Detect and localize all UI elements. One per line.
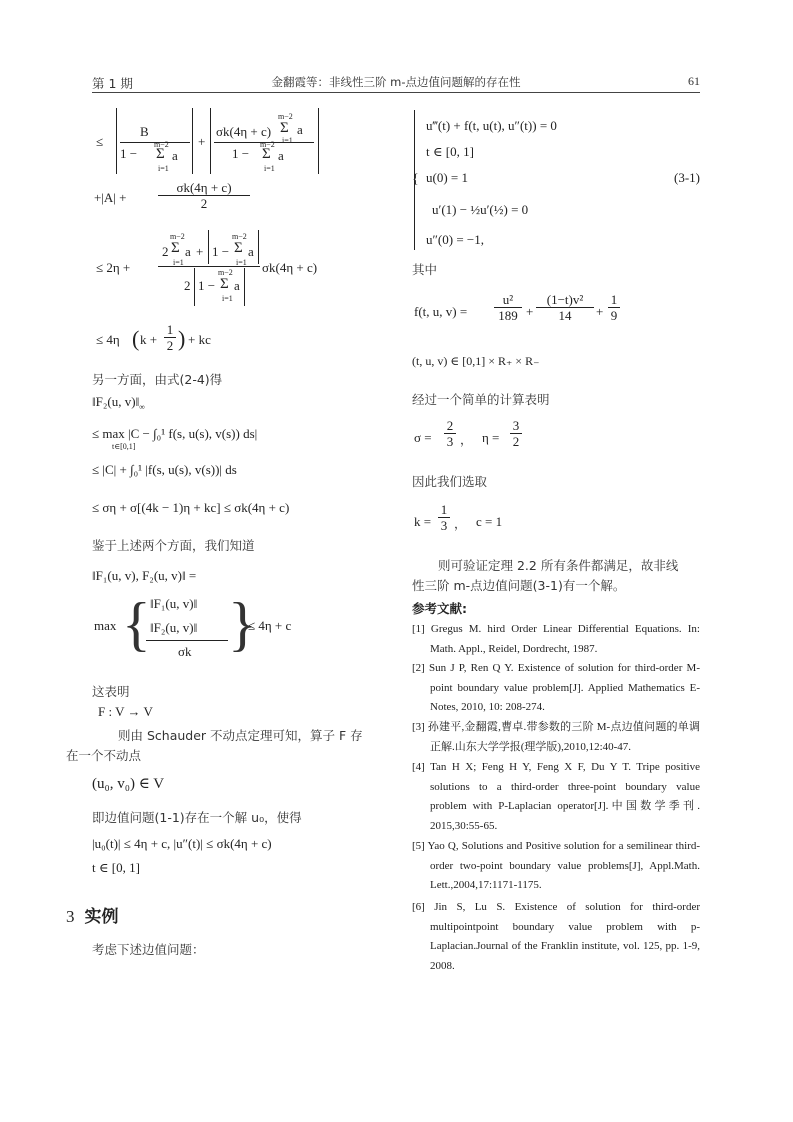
running-title: 金翻霞等：非线性三阶 m-点边值问题解的存在性 bbox=[271, 75, 521, 89]
reference-item-6: [6] Jin S, Lu S. Existence of solution for third-order multipointpoint boundary value problem with p-Laplacian.Journal of the Franklin institute, vol. 125, pp. 1-9, 2008. bbox=[412, 901, 700, 972]
reference-item-5: [5] Yao Q, Solutions and Positive solution for a semilinear third-order two-point boundary value problems[J], Appl.Math. Lett.,2004,17:1171-1175. bbox=[412, 840, 700, 891]
equation-sigma: ≤ ση + σ[(4k − 1)η + kc] ≤ σk(4η + c) bbox=[92, 500, 290, 515]
reference-item-1: [1] Gregus M. hird Order Linear Differential Equations. In: Math. Appl., Reidel, Dordrecht, 1987. bbox=[412, 623, 700, 655]
equation-fixed-point: (u₀, v₀) ∈ V bbox=[92, 776, 165, 792]
bvp-system: { u‴(t) + f(t, u(t), u″(t)) = 0 t ∈ [0, 1] u(0) = 1 u′(1) − ½u′(½) = 0 u″(0) = −1, (3-1) bbox=[412, 110, 700, 250]
equation-max: ≤ max |C − ∫₀¹ f(s, u(s), v(s)) ds| bbox=[92, 426, 258, 441]
section-heading: 3 实例 bbox=[66, 907, 119, 927]
reference-item-3: [3] 孙建平,金翻霞,曹卓.带参数的三阶 M-点边值问题的单调正解.山东大学学报(理学版),2010,12:40-47. bbox=[412, 721, 700, 753]
text-verify-2: 性三阶 m-点边值问题(3-1)有一个解。 bbox=[412, 578, 626, 593]
text-choose: 因此我们选取 bbox=[412, 474, 488, 489]
page-number: 61 bbox=[688, 74, 700, 88]
reference-item-2: [2] Sun J P, Ren Q Y. Existence of solution for third-order M-point boundary value problem[J]. Applied Mathematics E-Notes, 2010, 10: 208-274. bbox=[412, 662, 700, 713]
text-this-shows: 这表明 bbox=[92, 684, 130, 699]
equation-interval: t ∈ [0, 1] bbox=[92, 860, 140, 875]
running-header bbox=[92, 74, 700, 92]
text-calculation: 经过一个简单的计算表明 bbox=[412, 392, 550, 407]
text-schauder-2: 在一个不动点 bbox=[66, 748, 142, 763]
norm-f2: ‖F₂(u, $v)‖_\infty$ bbox=[92, 394, 145, 412]
references-heading: 参考文献: bbox=[412, 601, 467, 616]
issue-label: 第 1 期 bbox=[92, 76, 133, 91]
equation-max-sub: t∈[0,1] bbox=[112, 442, 136, 451]
equation-abs: ≤ |C| + ∫₀¹ |f(s, u(s), v(s))| ds bbox=[92, 462, 237, 477]
norm-f1f2: ‖F₁(u, v), F₂(u, v)‖ = bbox=[92, 568, 197, 583]
text-where: 其中 bbox=[412, 262, 438, 277]
text-thus: 即边值问题(1-1)存在一个解 u₀，使得 bbox=[92, 810, 302, 825]
equation-bounds: |u₀(t)| ≤ 4η + c, |u″(t)| ≤ σk(4η + c) bbox=[92, 836, 272, 851]
paper-page: 第 1 期 金翻霞等：非线性三阶 m-点边值问题解的存在性 61 ≤ B 1 − m−2 Σ i=1 a + σk(4η + c) m−2 Σ i=1 a 1 − m−2 Σ i=1 a +|A| + $\frac{\sigma k(4\eta + c)}{2}$ ≤ 2η + 2 m−2 Σ i=1 a + 1 − m−2 Σ i=1 a 2 1 − m−2 Σ i=1 a σk(4η + c) ≤ 4η ( k + $\frac{1}{2}$ ) + kc 另一方面，由式(2-4)得 ‖F₂(u, $v)‖_\infty$ ≤ max |C − ∫₀¹ f(s, u(s), v(s)) ds| t∈[0,1] ≤ |C| + ∫₀¹ |f(s, u(s), v(s))| ds ≤ ση + σ[(4k − 1)η + kc] ≤ σk(4η + c) 鉴于上述两个方面，我们知道 ‖F₁(u, v), F₂(u, v)‖ = max { ‖F₁(u, v)‖ ‖F₂(u, v)‖ σk } ≤ 4η + c 这表明 F : V → V 则由 Schauder 不动点定理可知，算子 F 存 在一个不动点 (u₀, v₀) ∈ V 即边值问题(1-1)存在一个解 u₀，使得 |u₀(t)| ≤ 4η + c, |u″(t)| ≤ σk(4η + c) t ∈ [0, 1] 3 实例 考虑下述边值问题： { u‴(t) + f(t, u(t), u″(t)) = 0 t ∈ [0, 1] u(0) = 1 u′(1) − ½u′(½) = 0 u″(0) = −1, (3-1) 其中 f(t, u, v) = $\frac{\text{u²}}{189}$ + $\frac{\text{(1−t)v²}}{14}$ + $\frac{1}{9}$ (t, u, v) ∈ [0,1] × R₊ × R₋ 经过一个简单的计算表明 σ = $\frac{2}{3}$ ， η = $\frac{3}{2}$ 因此我们选取 k = $\frac{1}{3}$ ， c = 1 则可验证定理 2.2 所有条件都满足，故非线 性三阶 m-点边值问题(3-1)有一个解。 参考文献: [1] Gregus M. hird Order Linear Differential Equations. In: Math. Appl., Reidel, Dordrecht, 1987. [2] Sun J P, Ren Q Y. Existence of solution for third-order M-point boundary value problem[J]. Applied Mathematics E-Notes, 2010, 10: 208-274. [3] 孙建平,金翻霞,曹卓.带参数的三阶 M-点边值问题的单调正解.山东大学学报(理学版),2010,12:40-47. [4] Tan H X; Feng H Y, Feng X F, Du Y T. Tripe positive solutions to a third-order three-point boundary value problem with P-Laplacian operator[J].中国数学季刊. 2015,30:55-65. [5] Yao Q, Solutions and Positive solution for a semilinear third-order two-point boundary value problems[J], Appl.Math. Lett.,2004,17:1171-1175. [6] Jin S, Lu S. Existence of solution for third-order multipointpoint boundary value problem with p-Laplacian.Journal of the Franklin institute, vol. 125, pp. 1-9, 2008. bbox=[0, 0, 793, 1122]
equation-domain: (t, u, v) ∈ [0,1] × R₊ × R₋ bbox=[412, 354, 540, 368]
equation-map: F : V → V bbox=[98, 704, 153, 719]
text-consider: 考虑下述边值问题： bbox=[92, 942, 205, 957]
text-other-hand: 另一方面，由式(2-4)得 bbox=[92, 372, 223, 387]
reference-item-4: [4] Tan H X; Feng H Y, Feng X F, Du Y T. Tripe positive solutions to a third-order three-point boundary value problem with P-Laplacian operator[J].中国数学季刊. 2015,30:55-65. bbox=[412, 761, 700, 832]
text-verify-1: 则可验证定理 2.2 所有条件都满足，故非线 bbox=[438, 558, 679, 573]
header-rule bbox=[92, 92, 700, 93]
text-schauder-1: 则由 Schauder 不动点定理可知，算子 F 存 bbox=[118, 728, 363, 743]
text-both-aspects: 鉴于上述两个方面，我们知道 bbox=[92, 538, 255, 553]
